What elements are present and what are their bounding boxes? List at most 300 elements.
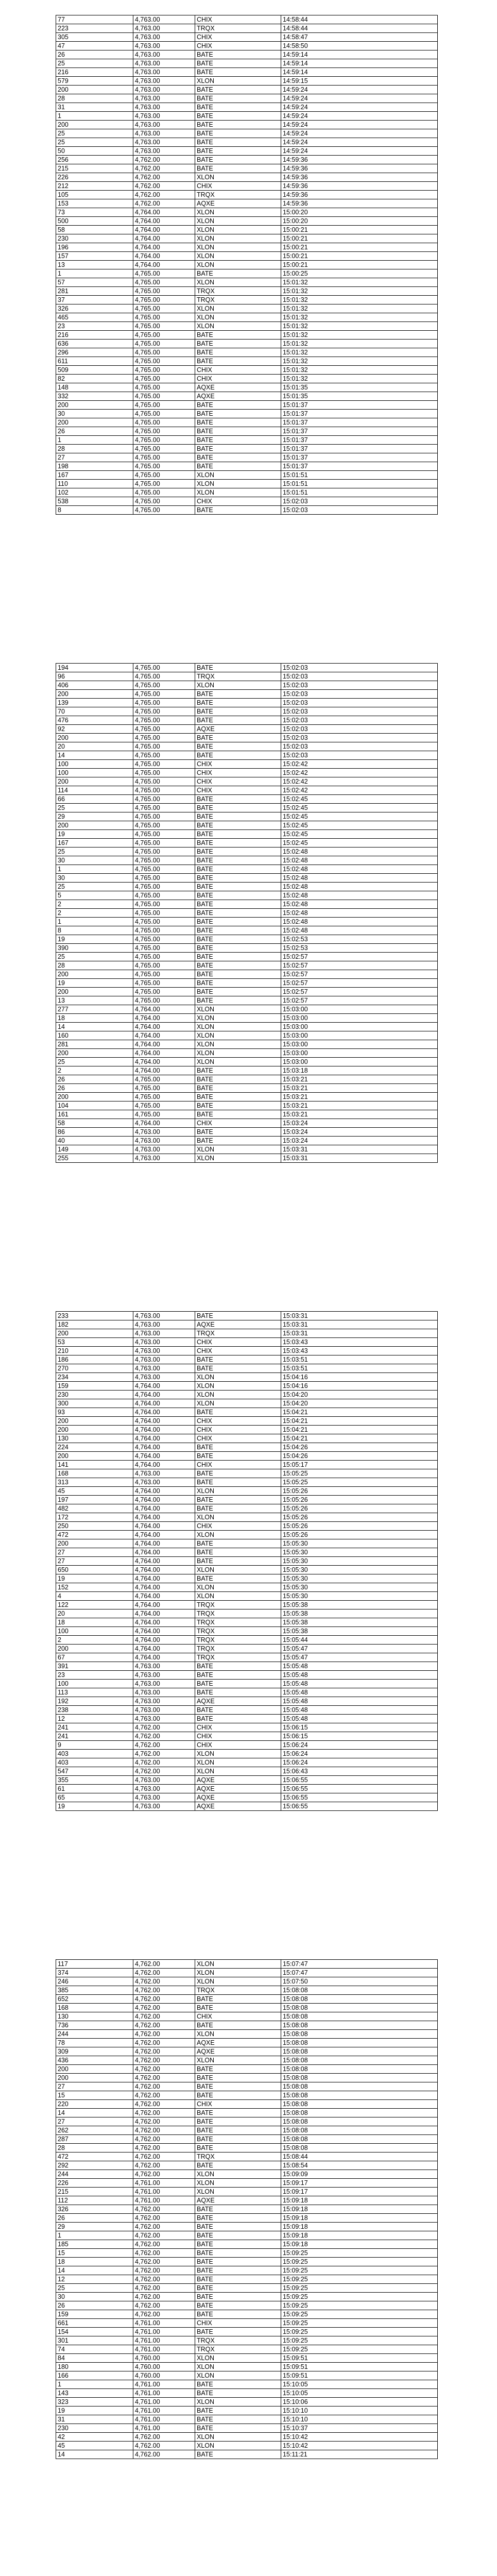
table-row [56,664,438,672]
table-row [56,2144,438,2153]
trade-price-cell: 4,763.00 [133,1154,195,1163]
trade-volume-cell: 13 [56,261,133,269]
trade-time-cell: 15:02:48 [281,865,438,874]
trade-venue-cell: CHIX [195,33,281,42]
trade-time-cell: 15:02:45 [281,795,438,804]
trade-venue-cell: BATE [195,2091,281,2100]
trade-venue-cell: BATE [195,103,281,112]
table-row [56,1014,438,1023]
table-row [56,935,438,944]
trade-price-cell: 4,763.00 [133,1706,195,1715]
trade-venue-cell: BATE [195,2328,281,2336]
trade-price-cell: 4,765.00 [133,935,195,944]
trade-time-cell: 15:02:03 [281,734,438,742]
trade-time-cell: 15:05:47 [281,1653,438,1662]
table-row [56,2126,438,2135]
trade-price-cell: 4,761.00 [133,2319,195,2328]
trade-venue-cell: BATE [195,961,281,970]
trade-venue-cell: XLON [195,2056,281,2065]
trade-time-cell: 15:02:57 [281,996,438,1005]
trade-time-cell: 15:04:21 [281,1408,438,1417]
trade-time-cell: 15:09:25 [281,2310,438,2319]
trade-price-cell: 4,764.00 [133,1426,195,1434]
trade-volume-cell: 198 [56,462,133,471]
trade-venue-cell: BATE [195,2415,281,2424]
trade-time-cell: 15:02:03 [281,707,438,716]
table-row [56,1539,438,1548]
trade-time-cell: 15:09:18 [281,2205,438,2214]
trade-volume-cell: 105 [56,191,133,199]
table-row [56,2179,438,2188]
trade-time-cell: 15:02:53 [281,944,438,953]
trade-time-cell: 15:09:18 [281,2231,438,2240]
trade-price-cell: 4,763.00 [133,1338,195,1347]
trade-price-cell: 4,764.00 [133,1058,195,1066]
table-row [56,926,438,935]
trade-volume-cell: 15 [56,2091,133,2100]
trade-volume-cell: 200 [56,690,133,699]
trade-price-cell: 4,765.00 [133,296,195,304]
trade-price-cell: 4,762.00 [133,2442,195,2450]
trade-time-cell: 15:03:51 [281,1355,438,1364]
trade-volume-cell: 355 [56,1776,133,1785]
table-row [56,1347,438,1355]
trade-volume-cell: 186 [56,1355,133,1364]
trade-time-cell: 15:01:32 [281,278,438,287]
trade-venue-cell: BATE [195,909,281,918]
trade-time-cell: 15:02:53 [281,935,438,944]
table-row [56,50,438,59]
trade-venue-cell: AQXE [195,1785,281,1793]
table-row [56,751,438,760]
trade-time-cell: 15:02:45 [281,804,438,812]
trade-price-cell: 4,762.00 [133,2004,195,2012]
trade-price-cell: 4,765.00 [133,322,195,331]
trade-time-cell: 15:01:35 [281,383,438,392]
table-row [56,2030,438,2039]
trade-volume-cell: 61 [56,1785,133,1793]
table-row [56,2170,438,2179]
table-row [56,2074,438,2082]
table-row [56,1005,438,1014]
trade-time-cell: 15:02:45 [281,839,438,848]
table-row [56,742,438,751]
trade-venue-cell: BATE [195,1715,281,1723]
table-row [56,313,438,322]
table-row [56,15,438,24]
trade-venue-cell: BATE [195,2249,281,2258]
trade-venue-cell: BATE [195,401,281,410]
trade-volume-cell: 30 [56,856,133,865]
trade-time-cell: 14:59:14 [281,50,438,59]
trade-volume-cell: 200 [56,821,133,830]
table-row [56,383,438,392]
trade-price-cell: 4,762.00 [133,2109,195,2117]
table-row [56,331,438,340]
table-row [56,252,438,261]
trade-price-cell: 4,763.00 [133,1469,195,1478]
trade-price-cell: 4,763.00 [133,42,195,50]
trade-price-cell: 4,763.00 [133,1329,195,1338]
trade-time-cell: 15:01:32 [281,375,438,383]
trade-price-cell: 4,763.00 [133,77,195,86]
trade-price-cell: 4,764.00 [133,1583,195,1592]
table-row [56,436,438,445]
table-row [56,1110,438,1119]
trade-venue-cell: BATE [195,506,281,515]
table-row [56,2389,438,2398]
table-row [56,1434,438,1443]
table-row [56,269,438,278]
trade-venue-cell: XLON [195,2188,281,2196]
trade-volume-cell: 281 [56,1040,133,1049]
table-row [56,261,438,269]
trade-time-cell: 15:05:44 [281,1636,438,1645]
trade-volume-cell: 26 [56,427,133,436]
table-row [56,1513,438,1522]
table-row [56,1574,438,1583]
trade-price-cell: 4,763.00 [133,112,195,121]
trade-time-cell: 15:09:25 [281,2266,438,2275]
trade-time-cell: 14:59:36 [281,173,438,182]
trade-price-cell: 4,765.00 [133,278,195,287]
trade-venue-cell: XLON [195,234,281,243]
trade-venue-cell: TRQX [195,2153,281,2161]
table-row [56,2424,438,2433]
table-row [56,138,438,147]
table-row [56,2363,438,2371]
trade-price-cell: 4,765.00 [133,812,195,821]
trade-venue-cell: XLON [195,471,281,480]
trade-venue-cell: BATE [195,1706,281,1715]
trade-venue-cell: XLON [195,1373,281,1382]
trade-venue-cell: BATE [195,690,281,699]
trade-time-cell: 15:05:30 [281,1539,438,1548]
table-row [56,1592,438,1601]
trade-price-cell: 4,762.00 [133,2153,195,2161]
table-row [56,33,438,42]
trade-price-cell: 4,762.00 [133,2030,195,2039]
trade-price-cell: 4,764.00 [133,226,195,234]
table-row [56,1329,438,1338]
trade-volume-cell: 500 [56,217,133,226]
trade-time-cell: 15:09:25 [281,2284,438,2293]
trade-price-cell: 4,764.00 [133,1005,195,1014]
trade-volume-cell: 2 [56,1636,133,1645]
trade-price-cell: 4,765.00 [133,830,195,839]
trade-venue-cell: XLON [195,2363,281,2371]
trade-volume-cell: 45 [56,1487,133,1496]
trade-price-cell: 4,761.00 [133,2424,195,2433]
table-row [56,760,438,769]
trade-venue-cell: BATE [195,734,281,742]
trade-time-cell: 14:59:24 [281,112,438,121]
trade-venue-cell: XLON [195,1583,281,1592]
trade-price-cell: 4,764.00 [133,234,195,243]
trade-time-cell: 15:04:21 [281,1434,438,1443]
trade-volume-cell: 67 [56,1653,133,1662]
trade-time-cell: 14:59:24 [281,138,438,147]
trade-time-cell: 15:03:31 [281,1154,438,1163]
trade-price-cell: 4,765.00 [133,891,195,900]
table-row [56,1653,438,1662]
trade-time-cell: 15:03:21 [281,1084,438,1093]
trade-price-cell: 4,765.00 [133,480,195,488]
trade-volume-cell: 200 [56,1417,133,1426]
table-row [56,996,438,1005]
table-row [56,129,438,138]
trade-volume-cell: 12 [56,1715,133,1723]
table-row [56,1049,438,1058]
table-row [56,1706,438,1715]
trade-venue-cell: CHIX [195,1723,281,1732]
table-row [56,874,438,883]
trade-volume-cell: 200 [56,777,133,786]
trade-venue-cell: CHIX [195,15,281,24]
table-row [56,208,438,217]
trade-price-cell: 4,765.00 [133,392,195,401]
trade-venue-cell: BATE [195,2074,281,2082]
trade-price-cell: 4,765.00 [133,287,195,296]
trade-venue-cell: AQXE [195,199,281,208]
trade-price-cell: 4,764.00 [133,1434,195,1443]
trade-price-cell: 4,764.00 [133,1592,195,1601]
trade-volume-cell: 200 [56,86,133,94]
trade-time-cell: 15:02:03 [281,672,438,681]
trade-price-cell: 4,765.00 [133,716,195,725]
table-row [56,199,438,208]
trade-time-cell: 15:01:32 [281,348,438,357]
trade-volume-cell: 73 [56,208,133,217]
trade-venue-cell: AQXE [195,1802,281,1811]
trade-volume-cell: 100 [56,769,133,777]
trade-venue-cell: CHIX [195,2319,281,2328]
table-row [56,1408,438,1417]
trade-venue-cell: BATE [195,716,281,725]
trade-venue-cell: BATE [195,1093,281,1101]
table-row [56,1128,438,1137]
trade-venue-cell: BATE [195,1137,281,1145]
trade-time-cell: 15:01:37 [281,427,438,436]
trade-venue-cell: CHIX [195,497,281,506]
trade-price-cell: 4,764.00 [133,1557,195,1566]
trade-volume-cell: 305 [56,33,133,42]
table-row [56,1373,438,1382]
trade-volume-cell: 28 [56,2144,133,2153]
trade-price-cell: 4,763.00 [133,1320,195,1329]
table-row [56,2398,438,2406]
trade-price-cell: 4,765.00 [133,304,195,313]
trade-time-cell: 15:06:24 [281,1741,438,1750]
trade-venue-cell: TRQX [195,1609,281,1618]
trade-volume-cell: 200 [56,1539,133,1548]
trade-volume-cell: 139 [56,699,133,707]
trade-price-cell: 4,763.00 [133,1662,195,1671]
trade-time-cell: 15:05:48 [281,1715,438,1723]
trade-venue-cell: AQXE [195,1793,281,1802]
trade-venue-cell: BATE [195,742,281,751]
trade-volume-cell: 20 [56,1609,133,1618]
trade-venue-cell: BATE [195,2424,281,2433]
trade-time-cell: 15:09:18 [281,2214,438,2223]
trade-volume-cell: 25 [56,59,133,68]
trade-volume-cell: 309 [56,2047,133,2056]
trade-venue-cell: XLON [195,313,281,322]
trade-volume-cell: 509 [56,366,133,375]
trade-time-cell: 15:00:25 [281,269,438,278]
trade-venue-cell: TRQX [195,191,281,199]
trade-venue-cell: BATE [195,1066,281,1075]
trade-venue-cell: BATE [195,331,281,340]
trade-price-cell: 4,762.00 [133,2301,195,2310]
trade-time-cell: 15:02:48 [281,848,438,856]
trade-volume-cell: 391 [56,1662,133,1671]
trade-venue-cell: XLON [195,1758,281,1767]
trade-price-cell: 4,765.00 [133,453,195,462]
trade-price-cell: 4,765.00 [133,331,195,340]
trade-volume-cell: 27 [56,453,133,462]
table-row [56,1075,438,1084]
trade-time-cell: 15:01:37 [281,401,438,410]
table-row [56,191,438,199]
trade-time-cell: 15:06:15 [281,1723,438,1732]
trade-venue-cell: BATE [195,2161,281,2170]
trade-time-cell: 15:09:25 [281,2293,438,2301]
table-row [56,2056,438,2065]
trade-time-cell: 15:08:08 [281,2074,438,2082]
trade-price-cell: 4,762.00 [133,2100,195,2109]
trade-time-cell: 15:09:25 [281,2319,438,2328]
trade-venue-cell: XLON [195,2354,281,2363]
trade-volume-cell: 25 [56,129,133,138]
trade-time-cell: 15:09:51 [281,2354,438,2363]
trade-volume-cell: 30 [56,410,133,418]
trade-time-cell: 14:59:24 [281,121,438,129]
trade-volume-cell: 29 [56,812,133,821]
trade-time-cell: 15:05:30 [281,1592,438,1601]
trade-venue-cell: BATE [195,848,281,856]
trade-time-cell: 15:04:26 [281,1443,438,1452]
trade-venue-cell: CHIX [195,1417,281,1426]
trade-venue-cell: XLON [195,322,281,331]
trade-price-cell: 4,763.00 [133,1137,195,1145]
trade-price-cell: 4,763.00 [133,1688,195,1697]
trade-volume-cell: 29 [56,2223,133,2231]
trade-price-cell: 4,765.00 [133,751,195,760]
table-row [56,699,438,707]
trade-time-cell: 15:11:21 [281,2450,438,2459]
table-row [56,86,438,94]
trade-volume-cell: 161 [56,1110,133,1119]
trade-price-cell: 4,765.00 [133,909,195,918]
trade-time-cell: 15:02:03 [281,716,438,725]
trade-price-cell: 4,764.00 [133,1618,195,1627]
trade-price-cell: 4,764.00 [133,1014,195,1023]
trade-venue-cell: CHIX [195,1461,281,1469]
trade-volume-cell: 77 [56,15,133,24]
table-row [56,42,438,50]
table-row [56,2319,438,2328]
trade-volume-cell: 74 [56,2345,133,2354]
trade-table [56,663,438,1163]
trade-venue-cell: BATE [195,944,281,953]
trade-time-cell: 15:03:00 [281,1014,438,1023]
trade-time-cell: 15:03:21 [281,1110,438,1119]
trade-venue-cell: BATE [195,1680,281,1688]
table-row [56,1461,438,1469]
trade-volume-cell: 472 [56,2153,133,2161]
trade-price-cell: 4,763.00 [133,1347,195,1355]
trade-venue-cell: XLON [195,2433,281,2442]
trade-volume-cell: 403 [56,1750,133,1758]
trade-volume-cell: 238 [56,1706,133,1715]
trade-venue-cell: BATE [195,2109,281,2117]
trade-volume-cell: 241 [56,1723,133,1732]
trade-time-cell: 15:08:08 [281,1995,438,2004]
trade-price-cell: 4,765.00 [133,1110,195,1119]
trade-venue-cell: BATE [195,1452,281,1461]
table-row [56,77,438,86]
trade-venue-cell: XLON [195,1566,281,1574]
table-row [56,2135,438,2144]
trade-time-cell: 15:04:21 [281,1426,438,1434]
table-row [56,1023,438,1031]
trade-volume-cell: 256 [56,156,133,164]
trade-volume-cell: 148 [56,383,133,392]
trade-volume-cell: 25 [56,2284,133,2293]
trade-venue-cell: XLON [195,1023,281,1031]
trade-venue-cell: CHIX [195,769,281,777]
trade-venue-cell: CHIX [195,2012,281,2021]
trade-volume-cell: 5 [56,891,133,900]
trade-venue-cell: XLON [195,1399,281,1408]
trade-price-cell: 4,763.00 [133,86,195,94]
trade-price-cell: 4,763.00 [133,59,195,68]
trade-venue-cell: BATE [195,1496,281,1504]
table-row [56,1040,438,1049]
trade-price-cell: 4,765.00 [133,664,195,672]
trade-price-cell: 4,764.00 [133,1031,195,1040]
table-row [56,1312,438,1320]
trade-time-cell: 15:02:42 [281,769,438,777]
trade-volume-cell: 14 [56,1023,133,1031]
table-row [56,427,438,436]
trade-time-cell: 15:10:05 [281,2389,438,2398]
table-row [56,1478,438,1487]
trade-volume-cell: 157 [56,252,133,261]
trade-price-cell: 4,765.00 [133,681,195,690]
trade-venue-cell: XLON [195,488,281,497]
table-row [56,234,438,243]
trade-price-cell: 4,762.00 [133,1960,195,1969]
trade-price-cell: 4,765.00 [133,777,195,786]
trade-time-cell: 15:01:37 [281,418,438,427]
trade-price-cell: 4,763.00 [133,1671,195,1680]
trade-price-cell: 4,765.00 [133,340,195,348]
trade-volume-cell: 223 [56,24,133,33]
trade-venue-cell: XLON [195,1969,281,1977]
trade-venue-cell: BATE [195,2450,281,2459]
trade-venue-cell: CHIX [195,777,281,786]
table-row [56,1697,438,1706]
trade-venue-cell: BATE [195,2258,281,2266]
trade-time-cell: 15:00:21 [281,226,438,234]
trade-venue-cell: XLON [195,304,281,313]
table-row [56,988,438,996]
trade-venue-cell: CHIX [195,2100,281,2109]
trade-time-cell: 15:03:00 [281,1031,438,1040]
table-row [56,1084,438,1093]
